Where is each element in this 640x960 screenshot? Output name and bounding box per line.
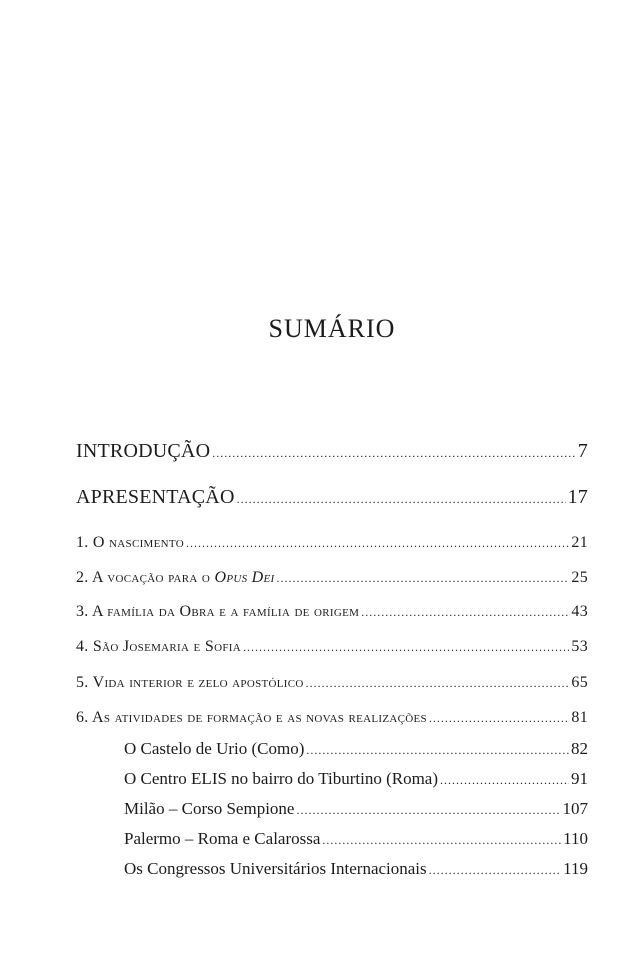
toc-entry-chapter-2[interactable] [76,569,588,587]
toc-page-number: 25 [571,569,588,586]
toc-page-number: 91 [571,769,588,788]
dot-leader [429,863,561,878]
toc-entry-label: 6. As atividades de formação e as novas realizações [76,709,427,726]
toc-entry-chapter-3[interactable] [76,603,588,621]
dot-leader [306,743,569,758]
toc-entry-label: 5. Vida interior e zelo apostólico [76,674,304,691]
toc-entry-introducao[interactable] [76,440,588,463]
toc-subentry-elis[interactable] [124,769,588,789]
dot-leader [186,536,569,551]
dot-leader [429,711,569,726]
toc-entry-label: Milão – Corso Sempione [124,799,295,818]
dot-leader [306,676,570,691]
toc-subentry-milao[interactable] [124,799,588,819]
toc-entry-label-italic: Opus Dei [214,569,275,586]
toc-entry-chapter-1[interactable] [76,534,588,552]
toc-entry-label: 3. A família da Obra e a família de origem [76,603,360,620]
dot-leader [322,833,561,848]
toc-entry-label: 4. São Josemaria e Sofia [76,638,241,655]
dot-leader [361,605,569,620]
toc-entry-label: O Centro ELIS no bairro do Tiburtino (Roma) [124,769,439,788]
toc-entry-label [76,569,275,587]
page-title: SUMÁRIO [268,314,396,343]
toc-page-number: 43 [571,603,588,620]
dot-leader [277,571,570,586]
dot-leader [237,492,566,507]
toc-entry-label: 1. O nascimento [76,534,184,551]
toc-page-number: 17 [567,486,588,508]
toc-page-number: 21 [571,534,588,551]
toc-subentry-urio[interactable] [124,739,588,759]
dot-leader [440,773,569,788]
toc-entry-chapter-5[interactable] [76,674,588,692]
toc-entry-apresentacao[interactable] [76,486,588,509]
toc-entry-label: O Castelo de Urio (Como) [124,739,305,758]
toc-page-number: 82 [571,739,588,758]
toc-entry-label: INTRODUÇÃO [76,440,211,462]
toc-page-number: 110 [563,829,588,848]
toc-page-number: 7 [577,440,588,462]
toc-entry-chapter-6[interactable] [76,709,588,727]
dot-leader [243,640,569,655]
toc-page-number: 81 [571,709,588,726]
toc-entry-label: Os Congressos Universitários Internacionais [124,859,427,878]
toc-subentry-palermo[interactable] [124,829,588,849]
toc-subentry-congressos[interactable] [124,859,588,879]
toc-page-number: 53 [571,638,588,655]
toc-page-number: 107 [562,799,588,818]
toc-entry-label-prefix: 2. A vocação para o [76,569,215,586]
toc-entry-label: APRESENTAÇÃO [76,486,235,508]
toc-entry-label: Palermo – Roma e Calarossa [124,829,321,848]
dot-leader [296,803,560,818]
dot-leader [212,446,576,461]
toc-page-number: 119 [563,859,588,878]
toc-page-number: 65 [571,674,588,691]
toc-entry-chapter-4[interactable] [76,638,588,656]
